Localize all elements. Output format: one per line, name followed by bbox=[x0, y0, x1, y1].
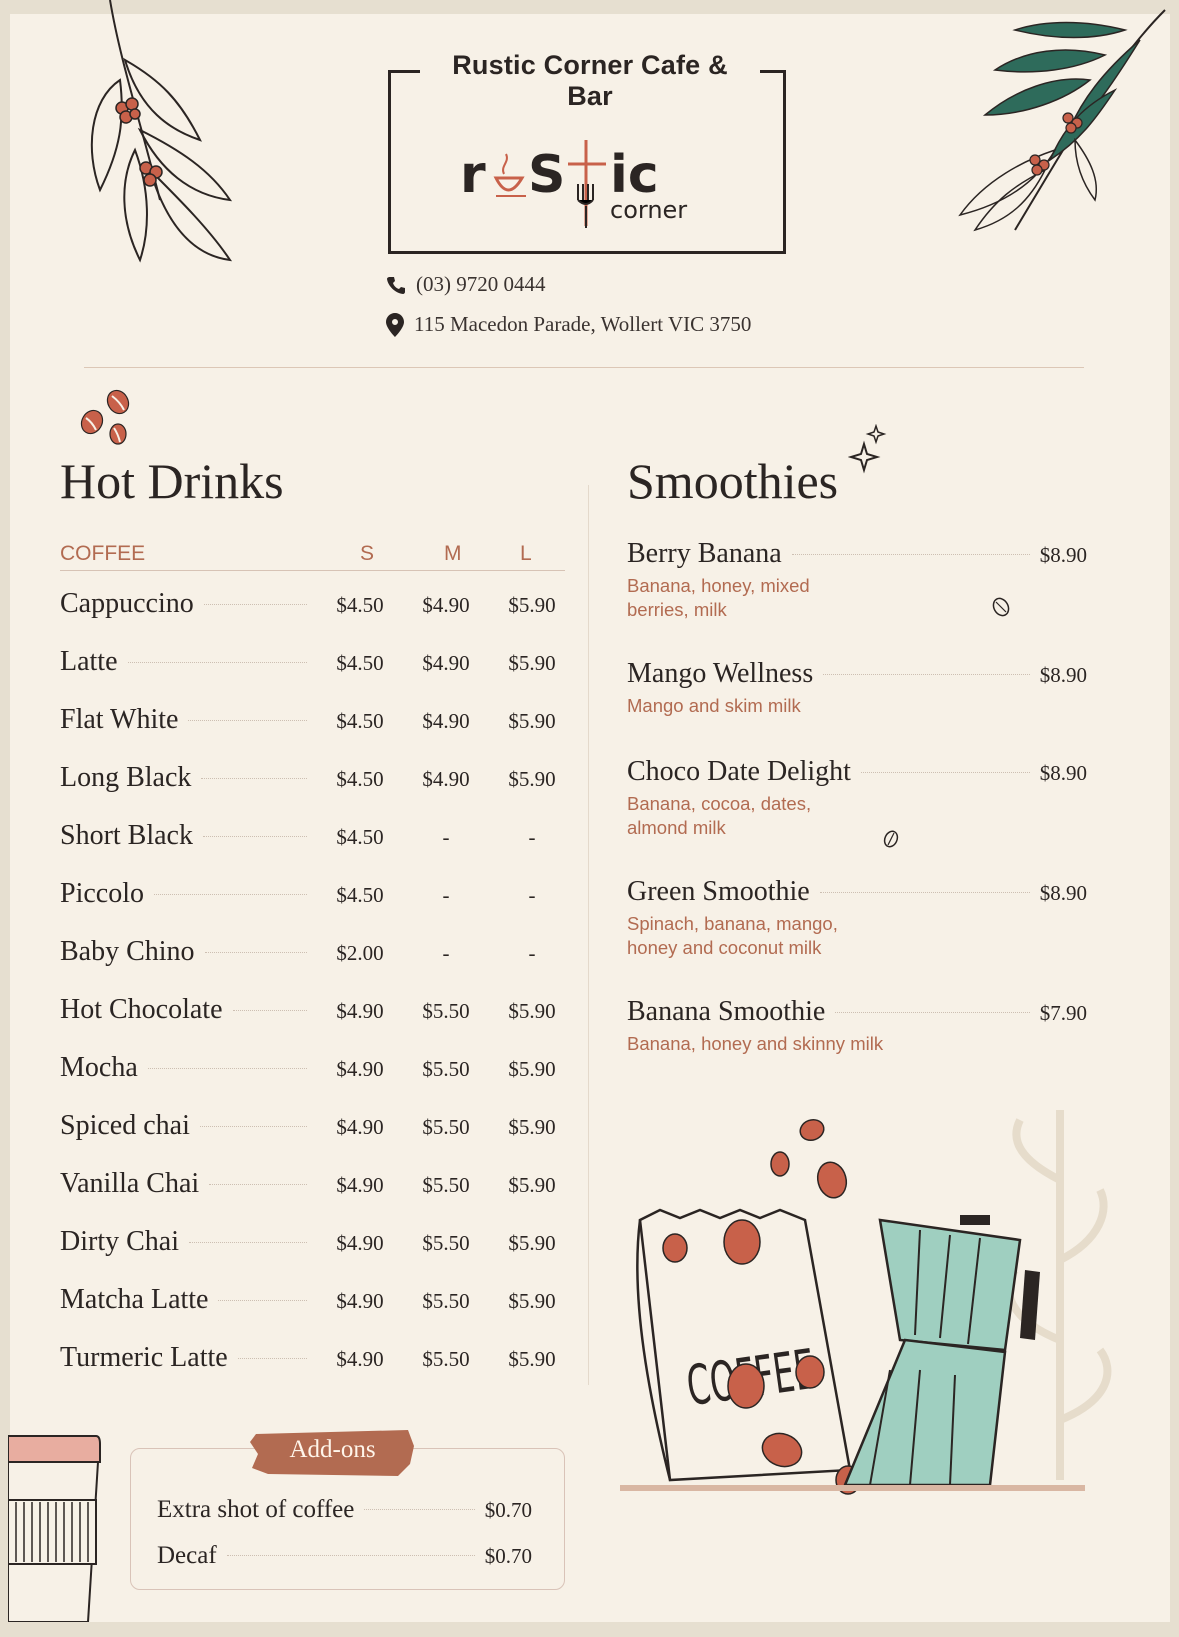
drink-name: Turmeric Latte bbox=[60, 1342, 228, 1373]
price-small: $4.90 bbox=[336, 1115, 384, 1139]
drink-name: Flat White bbox=[60, 704, 179, 735]
smoothie-desc-line2: berries, milk bbox=[627, 599, 727, 620]
price-small: $2.00 bbox=[336, 941, 384, 965]
leader-dots bbox=[209, 1184, 307, 1185]
column-divider bbox=[588, 485, 589, 1385]
drink-row bbox=[60, 1226, 575, 1266]
price-small: $4.50 bbox=[336, 767, 384, 791]
price-medium: $5.50 bbox=[422, 1231, 470, 1255]
smoothie-name: Mango Wellness bbox=[627, 658, 814, 689]
price-large: $5.90 bbox=[508, 1289, 556, 1313]
price-small: $4.50 bbox=[336, 651, 384, 675]
price-medium: $5.50 bbox=[422, 1347, 470, 1371]
price-medium: $4.90 bbox=[422, 651, 470, 675]
svg-text:corner: corner bbox=[610, 196, 688, 224]
leader-dots bbox=[823, 674, 1030, 675]
coffee-beans-icon bbox=[78, 388, 138, 448]
leader-dots bbox=[200, 1126, 307, 1127]
addon-name: Decaf bbox=[157, 1542, 217, 1569]
bean-doodle-icon bbox=[880, 828, 902, 850]
drink-name: Cappuccino bbox=[60, 588, 194, 619]
leader-dots bbox=[203, 836, 307, 837]
header-rule bbox=[60, 570, 565, 571]
size-header-s: S bbox=[360, 542, 375, 565]
size-header-l: L bbox=[520, 542, 532, 565]
price-small: $4.90 bbox=[336, 999, 384, 1023]
drink-name: Piccolo bbox=[60, 878, 144, 909]
smoothie-name: Green Smoothie bbox=[627, 876, 810, 907]
smoothie-price: $8.90 bbox=[1039, 663, 1087, 687]
drink-row bbox=[60, 588, 575, 628]
leader-dots bbox=[820, 892, 1030, 893]
price-small: $4.90 bbox=[336, 1347, 384, 1371]
coffee-branch-left-illustration bbox=[80, 0, 250, 270]
smoothie-desc-line1: Banana, honey, mixed bbox=[627, 575, 810, 596]
coffee-bag-and-moka-pot-illustration bbox=[620, 1100, 1120, 1500]
smoothie-item bbox=[627, 876, 1087, 960]
drink-row bbox=[60, 994, 575, 1034]
price-large: $5.90 bbox=[508, 1231, 556, 1255]
brand-title: Rustic Corner Cafe & Bar bbox=[420, 50, 760, 112]
price-small: $4.50 bbox=[336, 883, 384, 907]
leader-dots bbox=[205, 952, 307, 953]
svg-text:ic: ic bbox=[610, 145, 659, 205]
price-medium: $5.50 bbox=[422, 1289, 470, 1313]
price-medium: $4.90 bbox=[422, 593, 470, 617]
price-large: $5.90 bbox=[508, 1115, 556, 1139]
smoothie-desc-line1: Spinach, banana, mango, bbox=[627, 913, 838, 934]
bean-doodle-icon bbox=[990, 596, 1012, 618]
price-medium: $5.50 bbox=[422, 999, 470, 1023]
drink-row bbox=[60, 1052, 575, 1092]
price-small: $4.50 bbox=[336, 709, 384, 733]
smoothie-desc-line1: Mango and skim milk bbox=[627, 695, 801, 716]
price-large: $5.90 bbox=[508, 1347, 556, 1371]
addon-price: $0.70 bbox=[484, 1544, 532, 1568]
smoothies-title: Smoothies bbox=[627, 453, 839, 509]
drink-row bbox=[60, 762, 575, 802]
leader-dots bbox=[204, 604, 307, 605]
leader-dots bbox=[238, 1358, 307, 1359]
price-medium: - bbox=[442, 941, 450, 965]
smoothie-name: Banana Smoothie bbox=[627, 996, 826, 1027]
sparkle-icon bbox=[848, 424, 888, 474]
price-large: $5.90 bbox=[508, 1057, 556, 1081]
leader-dots bbox=[201, 778, 307, 779]
price-large: $5.90 bbox=[508, 1173, 556, 1197]
price-large: $5.90 bbox=[508, 593, 556, 617]
price-small: $4.90 bbox=[336, 1057, 384, 1081]
smoothie-desc-line1: Banana, honey and skinny milk bbox=[627, 1033, 884, 1054]
hot-drinks-title: Hot Drinks bbox=[60, 453, 284, 509]
price-medium: $4.90 bbox=[422, 767, 470, 791]
drink-name: Baby Chino bbox=[60, 936, 195, 967]
drink-name: Long Black bbox=[60, 762, 192, 793]
price-medium: $5.50 bbox=[422, 1057, 470, 1081]
drink-row bbox=[60, 1284, 575, 1324]
drink-name: Matcha Latte bbox=[60, 1284, 209, 1315]
price-small: $4.90 bbox=[336, 1289, 384, 1313]
smoothie-price: $7.90 bbox=[1039, 1001, 1087, 1025]
takeaway-cup-illustration bbox=[8, 1422, 103, 1622]
leader-dots bbox=[835, 1012, 1029, 1013]
addon-price: $0.70 bbox=[484, 1498, 532, 1522]
drink-name: Dirty Chai bbox=[60, 1226, 179, 1257]
drink-name: Latte bbox=[60, 646, 118, 677]
smoothie-desc-line2: honey and coconut milk bbox=[627, 937, 822, 958]
price-small: $4.90 bbox=[336, 1173, 384, 1197]
price-large: $5.90 bbox=[508, 709, 556, 733]
smoothie-desc-line2: almond milk bbox=[627, 817, 726, 838]
price-small: $4.90 bbox=[336, 1231, 384, 1255]
drink-row bbox=[60, 1342, 575, 1382]
smoothie-item bbox=[627, 996, 1087, 1056]
price-large: $5.90 bbox=[508, 999, 556, 1023]
smoothie-name: Berry Banana bbox=[627, 538, 782, 569]
phone-icon bbox=[386, 275, 406, 295]
svg-text:S: S bbox=[528, 145, 566, 205]
price-large: - bbox=[528, 825, 536, 849]
addon-row bbox=[157, 1496, 532, 1524]
svg-text:r: r bbox=[460, 145, 486, 205]
addon-row bbox=[157, 1542, 532, 1570]
header-divider bbox=[84, 367, 1084, 368]
address-line bbox=[386, 312, 751, 337]
smoothie-desc-line1: Banana, cocoa, dates, bbox=[627, 793, 812, 814]
location-pin-icon bbox=[386, 313, 404, 337]
price-large: - bbox=[528, 941, 536, 965]
leader-dots bbox=[792, 554, 1030, 555]
smoothie-item bbox=[627, 658, 1087, 718]
price-medium: $5.50 bbox=[422, 1173, 470, 1197]
price-large: $5.90 bbox=[508, 651, 556, 675]
coffee-branch-right-illustration bbox=[915, 0, 1175, 250]
leader-dots bbox=[189, 1242, 307, 1243]
drink-name: Hot Chocolate bbox=[60, 994, 223, 1025]
addons-title: Add-ons bbox=[289, 1436, 376, 1463]
drink-row bbox=[60, 704, 575, 744]
phone-line bbox=[386, 272, 546, 297]
smoothie-name: Choco Date Delight bbox=[627, 756, 851, 787]
phone-number[interactable]: (03) 9720 0444 bbox=[416, 272, 546, 296]
leader-dots bbox=[148, 1068, 307, 1069]
price-small: $4.50 bbox=[336, 593, 384, 617]
price-large: - bbox=[528, 883, 536, 907]
drink-row bbox=[60, 820, 575, 860]
price-medium: $4.90 bbox=[422, 709, 470, 733]
drink-row bbox=[60, 1168, 575, 1208]
smoothie-item bbox=[627, 538, 1087, 622]
leader-dots bbox=[128, 662, 307, 663]
price-large: $5.90 bbox=[508, 767, 556, 791]
leader-dots bbox=[227, 1555, 475, 1556]
leader-dots bbox=[861, 772, 1030, 773]
leader-dots bbox=[188, 720, 307, 721]
smoothie-price: $8.90 bbox=[1039, 761, 1087, 785]
drink-row bbox=[60, 1110, 575, 1150]
drink-name: Short Black bbox=[60, 820, 193, 851]
rustic-corner-logo bbox=[460, 130, 720, 230]
smoothie-item bbox=[627, 756, 1087, 840]
drink-name: Vanilla Chai bbox=[60, 1168, 200, 1199]
drink-row bbox=[60, 646, 575, 686]
address-text: 115 Macedon Parade, Wollert VIC 3750 bbox=[414, 312, 752, 336]
smoothie-price: $8.90 bbox=[1039, 543, 1087, 567]
drink-name: Mocha bbox=[60, 1052, 138, 1083]
coffee-category-label: COFFEE bbox=[60, 542, 146, 565]
price-medium: - bbox=[442, 825, 450, 849]
leader-dots bbox=[233, 1010, 307, 1011]
size-header-m: M bbox=[444, 542, 462, 565]
leader-dots bbox=[154, 894, 307, 895]
price-medium: $5.50 bbox=[422, 1115, 470, 1139]
drink-name: Spiced chai bbox=[60, 1110, 190, 1141]
price-medium: - bbox=[442, 883, 450, 907]
smoothie-price: $8.90 bbox=[1039, 881, 1087, 905]
addon-name: Extra shot of coffee bbox=[157, 1496, 355, 1523]
leader-dots bbox=[218, 1300, 307, 1301]
drink-row bbox=[60, 936, 575, 976]
leader-dots bbox=[364, 1509, 474, 1510]
drink-row bbox=[60, 878, 575, 918]
price-small: $4.50 bbox=[336, 825, 384, 849]
